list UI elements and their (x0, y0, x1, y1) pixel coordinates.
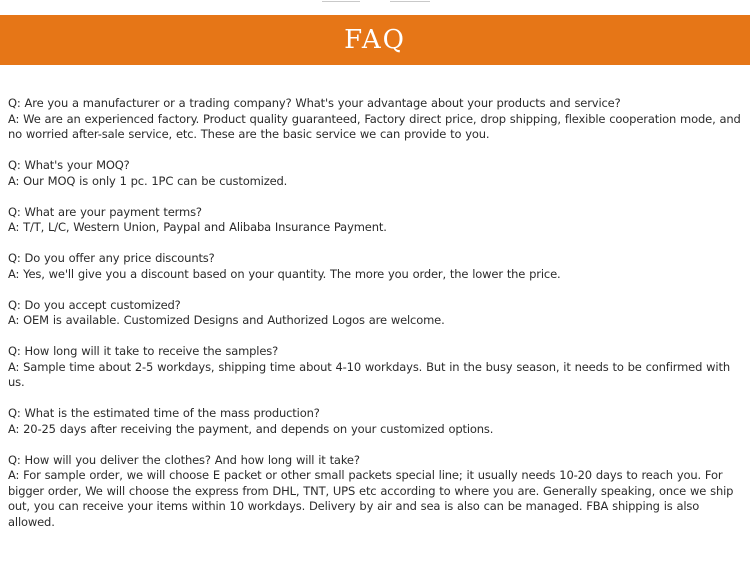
faq-list (8, 96, 742, 546)
faq-item (8, 453, 742, 531)
faq-question: Q: Do you offer any price discounts? (8, 251, 215, 265)
faq-banner (0, 15, 750, 65)
faq-question: Q: Are you a manufacturer or a trading company? What's your advantage about your products and service? (8, 96, 621, 110)
page-title: FAQ (344, 25, 406, 55)
faq-item (8, 96, 742, 143)
top-rule-left (322, 1, 360, 2)
faq-item (8, 344, 742, 391)
faq-item (8, 406, 742, 437)
faq-answer: A: 20-25 days after receiving the payment, and depends on your customized options. (8, 421, 494, 436)
faq-item (8, 158, 742, 189)
faq-answer: A: Our MOQ is only 1 pc. 1PC can be customized. (8, 173, 288, 188)
faq-item (8, 251, 742, 282)
faq-answer: A: T/T, L/C, Western Union, Paypal and Alibaba Insurance Payment. (8, 220, 387, 234)
faq-answer: A: Yes, we'll give you a discount based on your quantity. The more you order, the lower the price. (8, 266, 561, 281)
faq-question: Q: What's your MOQ? (8, 158, 130, 172)
faq-question: Q: What is the estimated time of the mass production? (8, 406, 320, 420)
faq-answer: A: OEM is available. Customized Designs and Authorized Logos are welcome. (8, 313, 445, 327)
faq-answer: A: Sample time about 2-5 workdays, shipping time about 4-10 workdays. But in the busy season, it needs to be confirmed with us. (8, 359, 730, 389)
faq-item (8, 298, 742, 329)
faq-answer: A: We are an experienced factory. Product quality guaranteed, Factory direct price, drop shipping, flexible cooperation mode, and no worried after-sale service, etc. These are the basic service we can provide to you. (8, 111, 741, 141)
top-decoration (0, 0, 750, 4)
faq-question: Q: Do you accept customized? (8, 297, 181, 312)
faq-question: Q: How will you deliver the clothes? And how long will it take? (8, 452, 360, 467)
faq-answer: A: For sample order, we will choose E packet or other small packets special line; it usually needs 10-20 days to reach you. For bigger order, We will choose the express from DHL, TNT, UPS etc according to where you are. Generally speaking, once we ship out, you can receive your items within 10 workdays. Delivery by air and sea is also can be managed. FBA shipping is also allowed. (8, 468, 734, 529)
faq-item (8, 205, 742, 236)
top-rule-right (390, 1, 430, 2)
faq-question: Q: How long will it take to receive the samples? (8, 344, 279, 358)
faq-question: Q: What are your payment terms? (8, 204, 202, 219)
